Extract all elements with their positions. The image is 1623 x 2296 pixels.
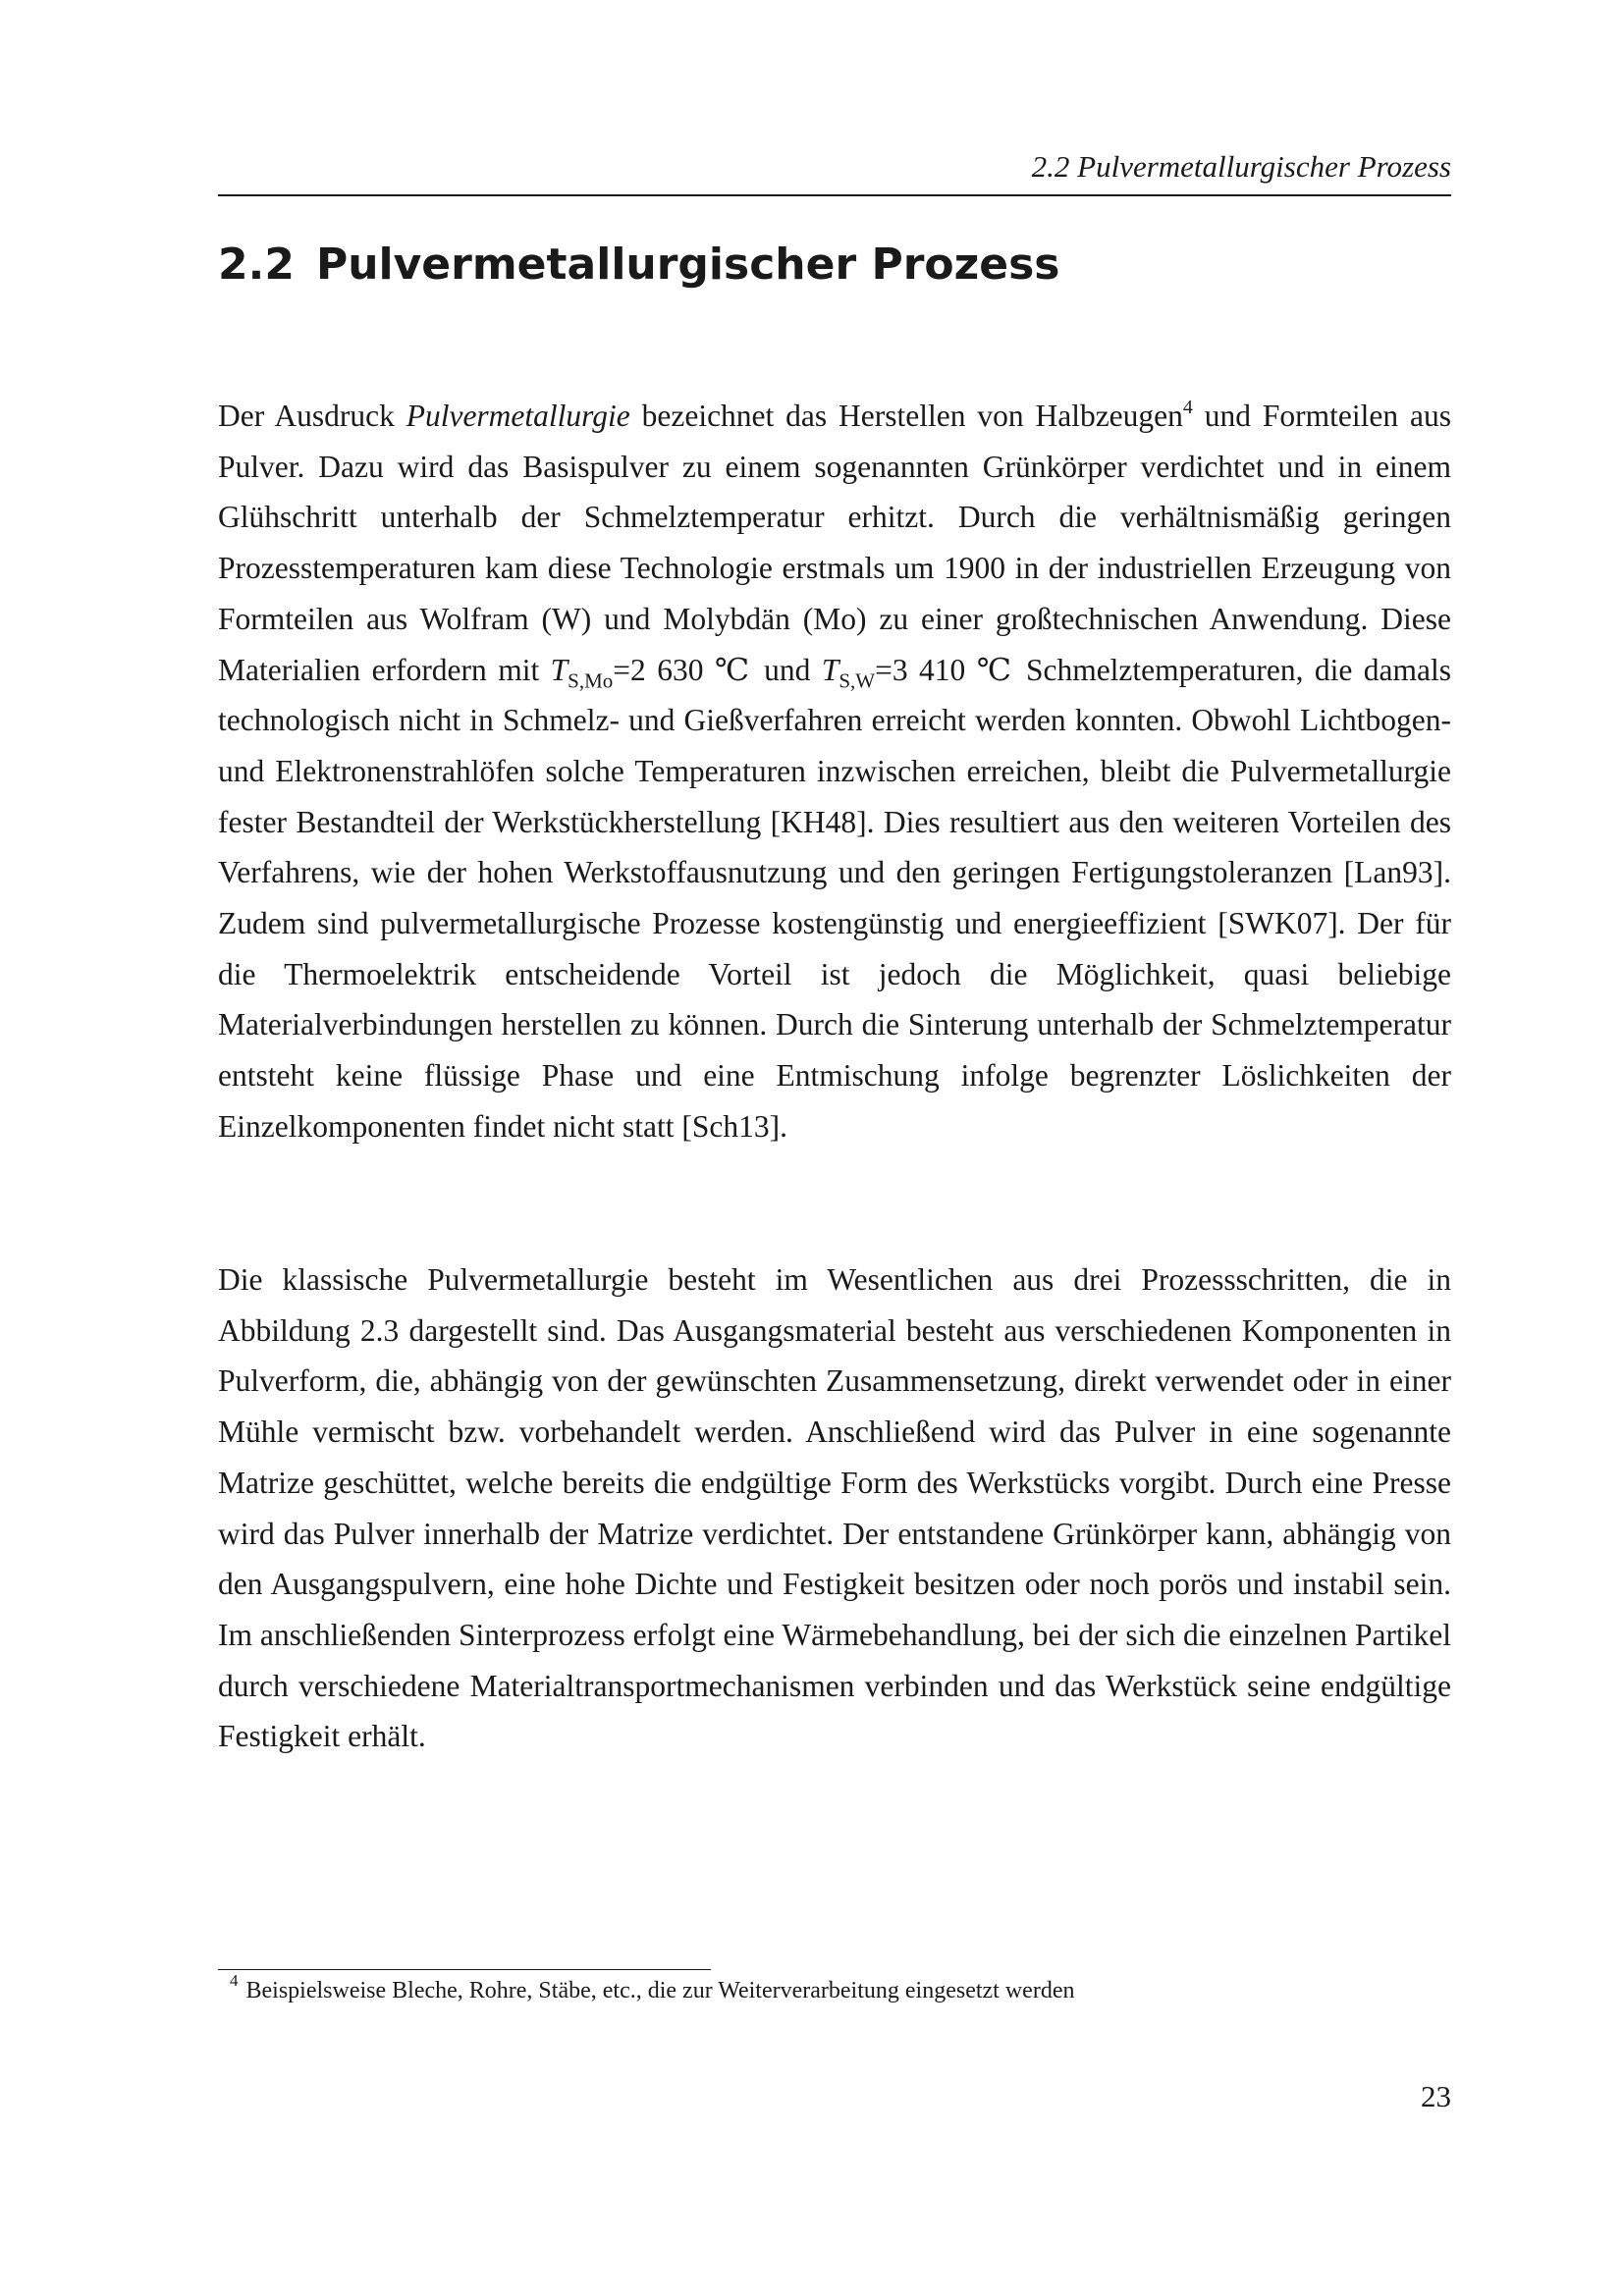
footnote: [230, 1971, 1447, 2006]
melting-temp-w-symbol: T: [821, 652, 839, 687]
running-header: 2.2 Pulvermetallurgischer Prozess: [1031, 149, 1451, 184]
paragraph-2: Die klassische Pulvermetallurgie besteht im Wesentlichen aus drei Prozessschritten, die in Abbildung 2.3 dargestellt sind. Das Ausgangsmaterial besteht aus verschiedenen Komponenten in Pulverform, die, abhängig von der gewünschten Zusammensetzung, direkt verwendet oder in einer Mühle vermischt bzw. vorbehandelt werden. Anschließend wird das Pulver in eine sogenannte Matrize geschüttet, welche bereits die endgültige Form des Werkstücks vorgibt. Durch eine Presse wird das Pulver innerhalb der Matrize verdichtet. Der entstandene Grünkörper kann, abhängig von den Ausgangspulvern, eine hohe Dichte und Festigkeit besitzen oder noch porös und instabil sein. Im anschließenden Sinterprozess erfolgt eine Wärmebehandlung, bei der sich die einzelnen Partikel durch verschiedene Materialtransportmechanismen verbinden und das Werkstück seine endgültige Festigkeit erhält.: [218, 1262, 1451, 1754]
section-number: 2.2: [218, 240, 295, 290]
footnote-text: Beispielsweise Bleche, Rohre, Stäbe, etc., die zur Weiterverarbeitung eingesetzt werden: [245, 1978, 1075, 2003]
footnote-reference: 4: [1182, 396, 1193, 418]
section-title: [218, 238, 1059, 293]
para1-text-a: Der Ausdruck: [218, 399, 406, 433]
para1-text-d: und: [752, 652, 822, 687]
melting-temp-w-subscript: S,W: [839, 667, 876, 692]
melting-temp-w-value: =3 410 ℃: [875, 652, 1015, 687]
section-title-text: Pulvermetallurgischer Prozess: [315, 240, 1060, 290]
para1-text-e: Schmelztemperaturen, die damals technologisch nicht in Schmelz- und Gießverfahren erreicht werden konnten. Obwohl Lichtbogen- und Elektronenstrahlöfen solche Temperaturen inzwischen erreichen, bleibt die Pulvermetallurgie fester Bestandteil der Werkstückherstellung [KH48]. Dies resultiert aus den weiteren Vorteilen des Verfahrens, wie der hohen Werkstoffausnutzung und den geringen Fertigungstoleranzen [Lan93]. Zudem sind pulvermetallurgische Prozesse kostengünstig und energieeffizient [SWK07]. Der für die Thermoelektrik entscheidende Vorteil ist jedoch die Möglichkeit, quasi beliebige Materialverbindungen herstellen zu können. Durch die Sinterung unterhalb der Schmelztemperatur entsteht keine flüssige Phase und eine Entmischung infolge begrenzter Löslichkeiten der Einzelkomponenten findet nicht statt [Sch13].: [218, 652, 1452, 1144]
melting-temp-mo-value: =2 630 ℃: [613, 652, 753, 687]
para1-text-c: und Formteilen aus Pulver. Dazu wird das Basispulver zu einem sogenannten Grünkörper verdichtet und in einem Glühschritt unterhalb der Schmelztemperatur erhitzt. Durch die verhältnismäßig geringen Prozesstemperaturen kam diese Technologie erstmals um 1900 in der industriellen Erzeugung von Formteilen aus Wolfram (W) und Molybdän (Mo) zu einer großtechnischen Anwendung. Diese Materialien erfordern mit: [218, 399, 1451, 687]
page-number: 23: [1421, 2079, 1451, 2113]
footnote-mark: 4: [230, 1971, 239, 1990]
header-rule: [218, 194, 1451, 196]
melting-temp-mo-symbol: T: [550, 652, 568, 687]
melting-temp-mo-subscript: S,Mo: [568, 667, 614, 692]
para1-text-b: bezeichnet das Herstellen von Halbzeugen: [629, 399, 1183, 433]
term-pulvermetallurgie: Pulvermetallurgie: [406, 399, 630, 433]
paragraph-1: [218, 391, 1451, 1152]
footnote-rule: [218, 1969, 711, 1970]
